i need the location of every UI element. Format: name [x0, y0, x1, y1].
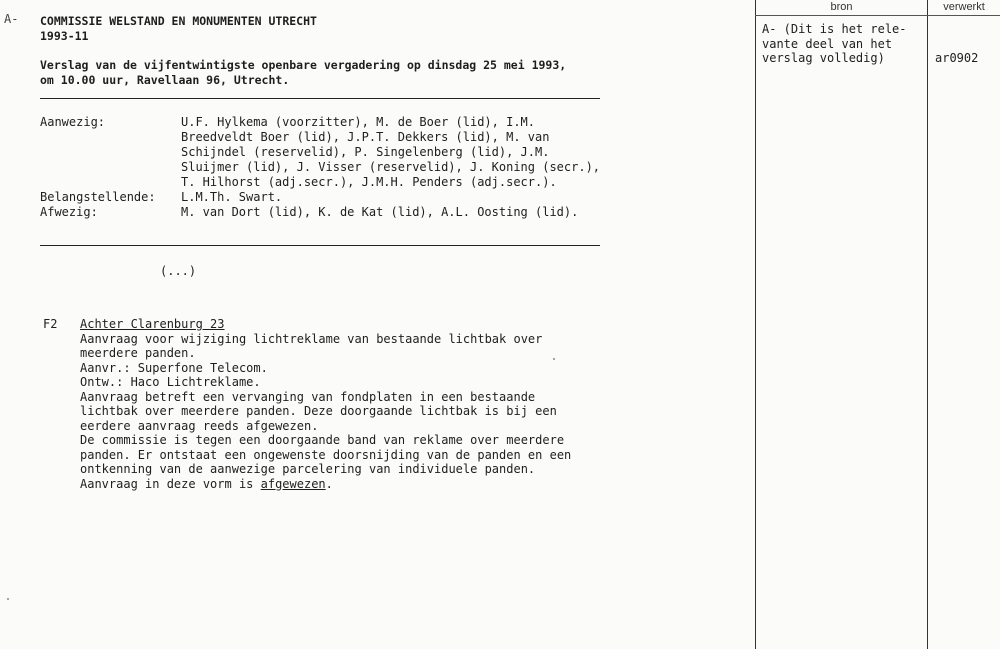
column-header-verwerkt: verwerkt	[943, 1, 985, 13]
scan-speck	[7, 598, 9, 600]
column-header-rule	[755, 15, 1000, 16]
scan-speck	[553, 358, 555, 360]
divider-top	[40, 98, 600, 99]
interested-value: L.M.Th. Swart.	[181, 190, 283, 204]
item-text-line: ontkenning van de aanwezige parcelering van individuele panden.	[80, 462, 536, 476]
present-line: Breedveldt Boer (lid), J.P.T. Dekkers (lid), M. van	[181, 130, 550, 144]
decision-suffix: .	[325, 476, 333, 491]
document-date: 1993-11	[40, 28, 89, 43]
column-divider-bron	[755, 0, 756, 649]
absent-label: Afwezig:	[40, 205, 98, 219]
present-line: Sluijmer (lid), J. Visser (reservelid), J. Koning (secr.),	[181, 160, 601, 174]
item-text-line: eerdere aanvraag reeds afgewezen.	[80, 418, 319, 433]
page-marker: A-	[4, 12, 19, 26]
column-header-bron: bron	[830, 1, 853, 13]
item-text-line: Aanvr.: Superfone Telecom.	[80, 360, 268, 375]
divider-bottom	[40, 245, 600, 246]
item-number: F2	[43, 317, 58, 331]
item-text-line: lichtbak over meerdere panden. Deze doorgaande lichtbak is bij een	[80, 404, 557, 418]
omission-marker: (...)	[160, 264, 197, 278]
decision-prefix: Aanvraag in deze vorm is	[80, 476, 261, 491]
present-line: T. Hilhorst (adj.secr.), J.M.H. Penders (adj.secr.).	[181, 175, 557, 189]
report-heading-line-2: om 10.00 uur, Ravellaan 96, Utrecht.	[40, 72, 290, 87]
column-divider-verwerkt	[927, 0, 928, 649]
committee-title: COMMISSIE WELSTAND EN MONUMENTEN UTRECHT	[40, 14, 317, 28]
item-text-line: panden. Er ontstaat een ongewenste doorsnijding van de panden en een	[80, 447, 572, 462]
bron-note: A- (Dit is het rele- vante deel van het verslag volledig)	[762, 22, 907, 65]
interested-label: Belangstellende:	[40, 190, 156, 204]
present-line: U.F. Hylkema (voorzitter), M. de Boer (lid), I.M.	[181, 115, 536, 129]
present-label: Aanwezig:	[40, 115, 106, 129]
item-title: Achter Clarenburg 23	[80, 317, 225, 331]
present-line: Schijndel (reservelid), P. Singelenberg (lid), J.M.	[181, 145, 550, 159]
item-text-line: meerdere panden.	[80, 346, 196, 360]
item-text-line: Aanvraag betreft een vervanging van fondplaten in een bestaande	[80, 389, 536, 404]
report-heading-line-1: Verslag van de vijfentwintigste openbare vergadering op dinsdag 25 mei 1993,	[40, 58, 567, 72]
decision-word: afgewezen	[260, 476, 326, 491]
absent-value: M. van Dort (lid), K. de Kat (lid), A.L. Oosting (lid).	[181, 205, 579, 219]
verwerkt-code: ar0902	[935, 51, 979, 65]
item-decision-line	[80, 477, 333, 492]
item-text-line: De commissie is tegen een doorgaande band van reklame over meerdere	[80, 433, 565, 447]
item-text-line: Aanvraag voor wijziging lichtreklame van bestaande lichtbak over	[80, 331, 543, 346]
item-text-line: Ontw.: Haco Lichtreklame.	[80, 375, 261, 389]
